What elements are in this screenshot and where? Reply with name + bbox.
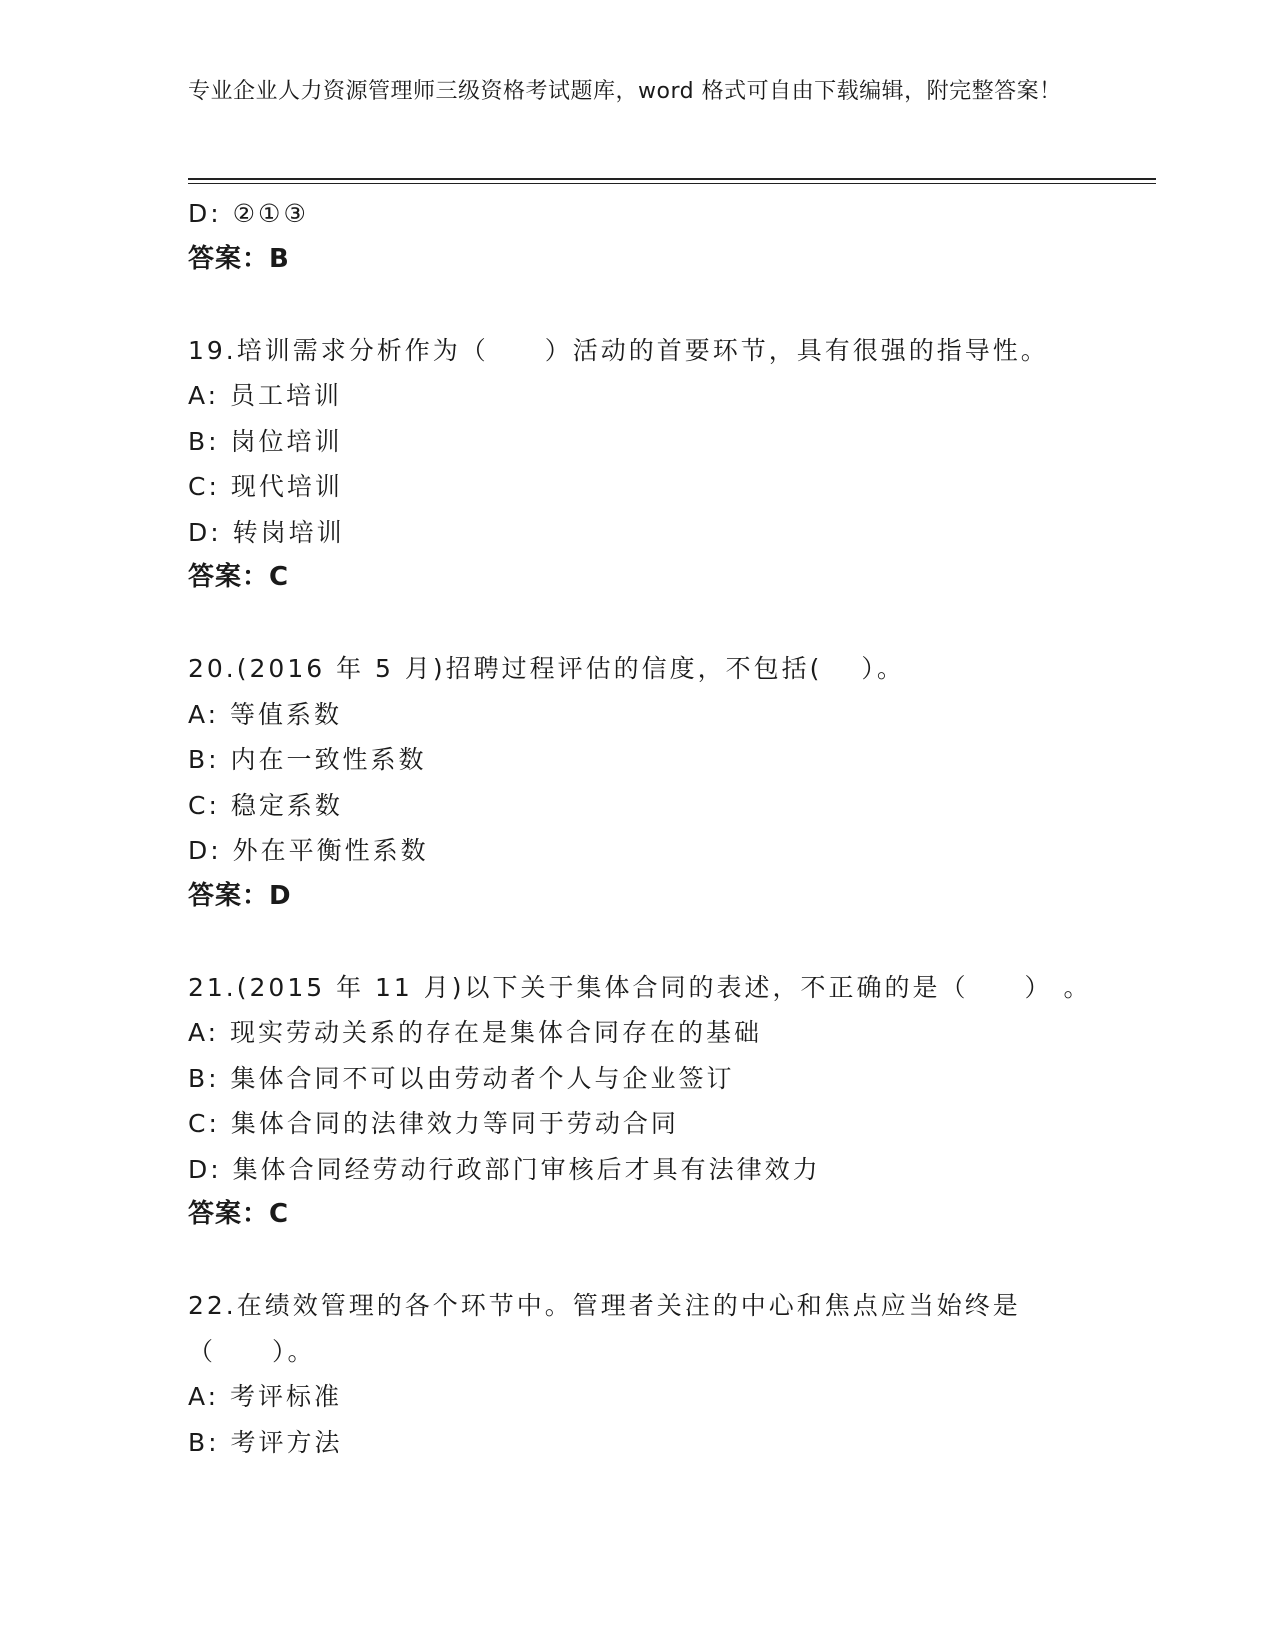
spacer <box>188 601 1088 647</box>
option-a: A: 等值系数 <box>188 699 343 729</box>
question-22 <box>188 1283 1088 1465</box>
option-b: B: 岗位培训 <box>188 426 343 456</box>
option-d: D: 集体合同经劳动行政部门审核后才具有法律效力 <box>188 1154 821 1184</box>
option-a: A: 员工培训 <box>188 381 343 410</box>
answer: 答案：C <box>188 562 290 592</box>
answer: 答案：B <box>188 243 290 274</box>
option-b: B: 内在一致性系数 <box>188 745 427 774</box>
option-a: A: 现实劳动关系的存在是集体合同存在的基础 <box>188 1018 763 1047</box>
header-divider-thick <box>188 178 1156 180</box>
question-19 <box>188 328 1088 601</box>
option-d: D: ②①③ <box>188 199 309 228</box>
option-b: B: 集体合同不可以由劳动者个人与企业签订 <box>188 1063 735 1093</box>
answer: 答案：D <box>188 880 292 911</box>
question-text: 19.培训需求分析作为（ ）活动的首要环节，具有很强的指导性。 <box>188 335 1049 365</box>
spacer <box>188 282 1088 328</box>
question-20 <box>188 646 1088 919</box>
question-text: 22.在绩效管理的各个环节中。管理者关注的中心和焦点应当始终是（ ）。 <box>188 1291 1021 1366</box>
question-list <box>188 191 1092 1465</box>
header-divider-thin <box>188 183 1156 184</box>
question-text: 21.(2015 年 11 月)以下关于集体合同的表述，不正确的是（ ） 。 <box>188 972 1092 1002</box>
answer: 答案：C <box>188 1199 290 1229</box>
spacer <box>188 1238 1088 1284</box>
spacer <box>188 919 1088 965</box>
option-d: D: 外在平衡性系数 <box>188 836 429 865</box>
question-21 <box>188 965 1092 1238</box>
option-d: D: 转岗培训 <box>188 517 345 547</box>
option-c: C: 集体合同的法律效力等同于劳动合同 <box>188 1109 679 1138</box>
question-text: 20.(2016 年 5 月)招聘过程评估的信度，不包括( ）。 <box>188 654 905 683</box>
option-b: B: 考评方法 <box>188 1427 343 1457</box>
option-a: A: 考评标准 <box>188 1382 343 1411</box>
option-c: C: 现代培训 <box>188 472 343 501</box>
document-header: 专业企业人力资源管理师三级资格考试题库，word 格式可自由下载编辑，附完整答案！ <box>188 79 1062 104</box>
option-c: C: 稳定系数 <box>188 790 343 820</box>
